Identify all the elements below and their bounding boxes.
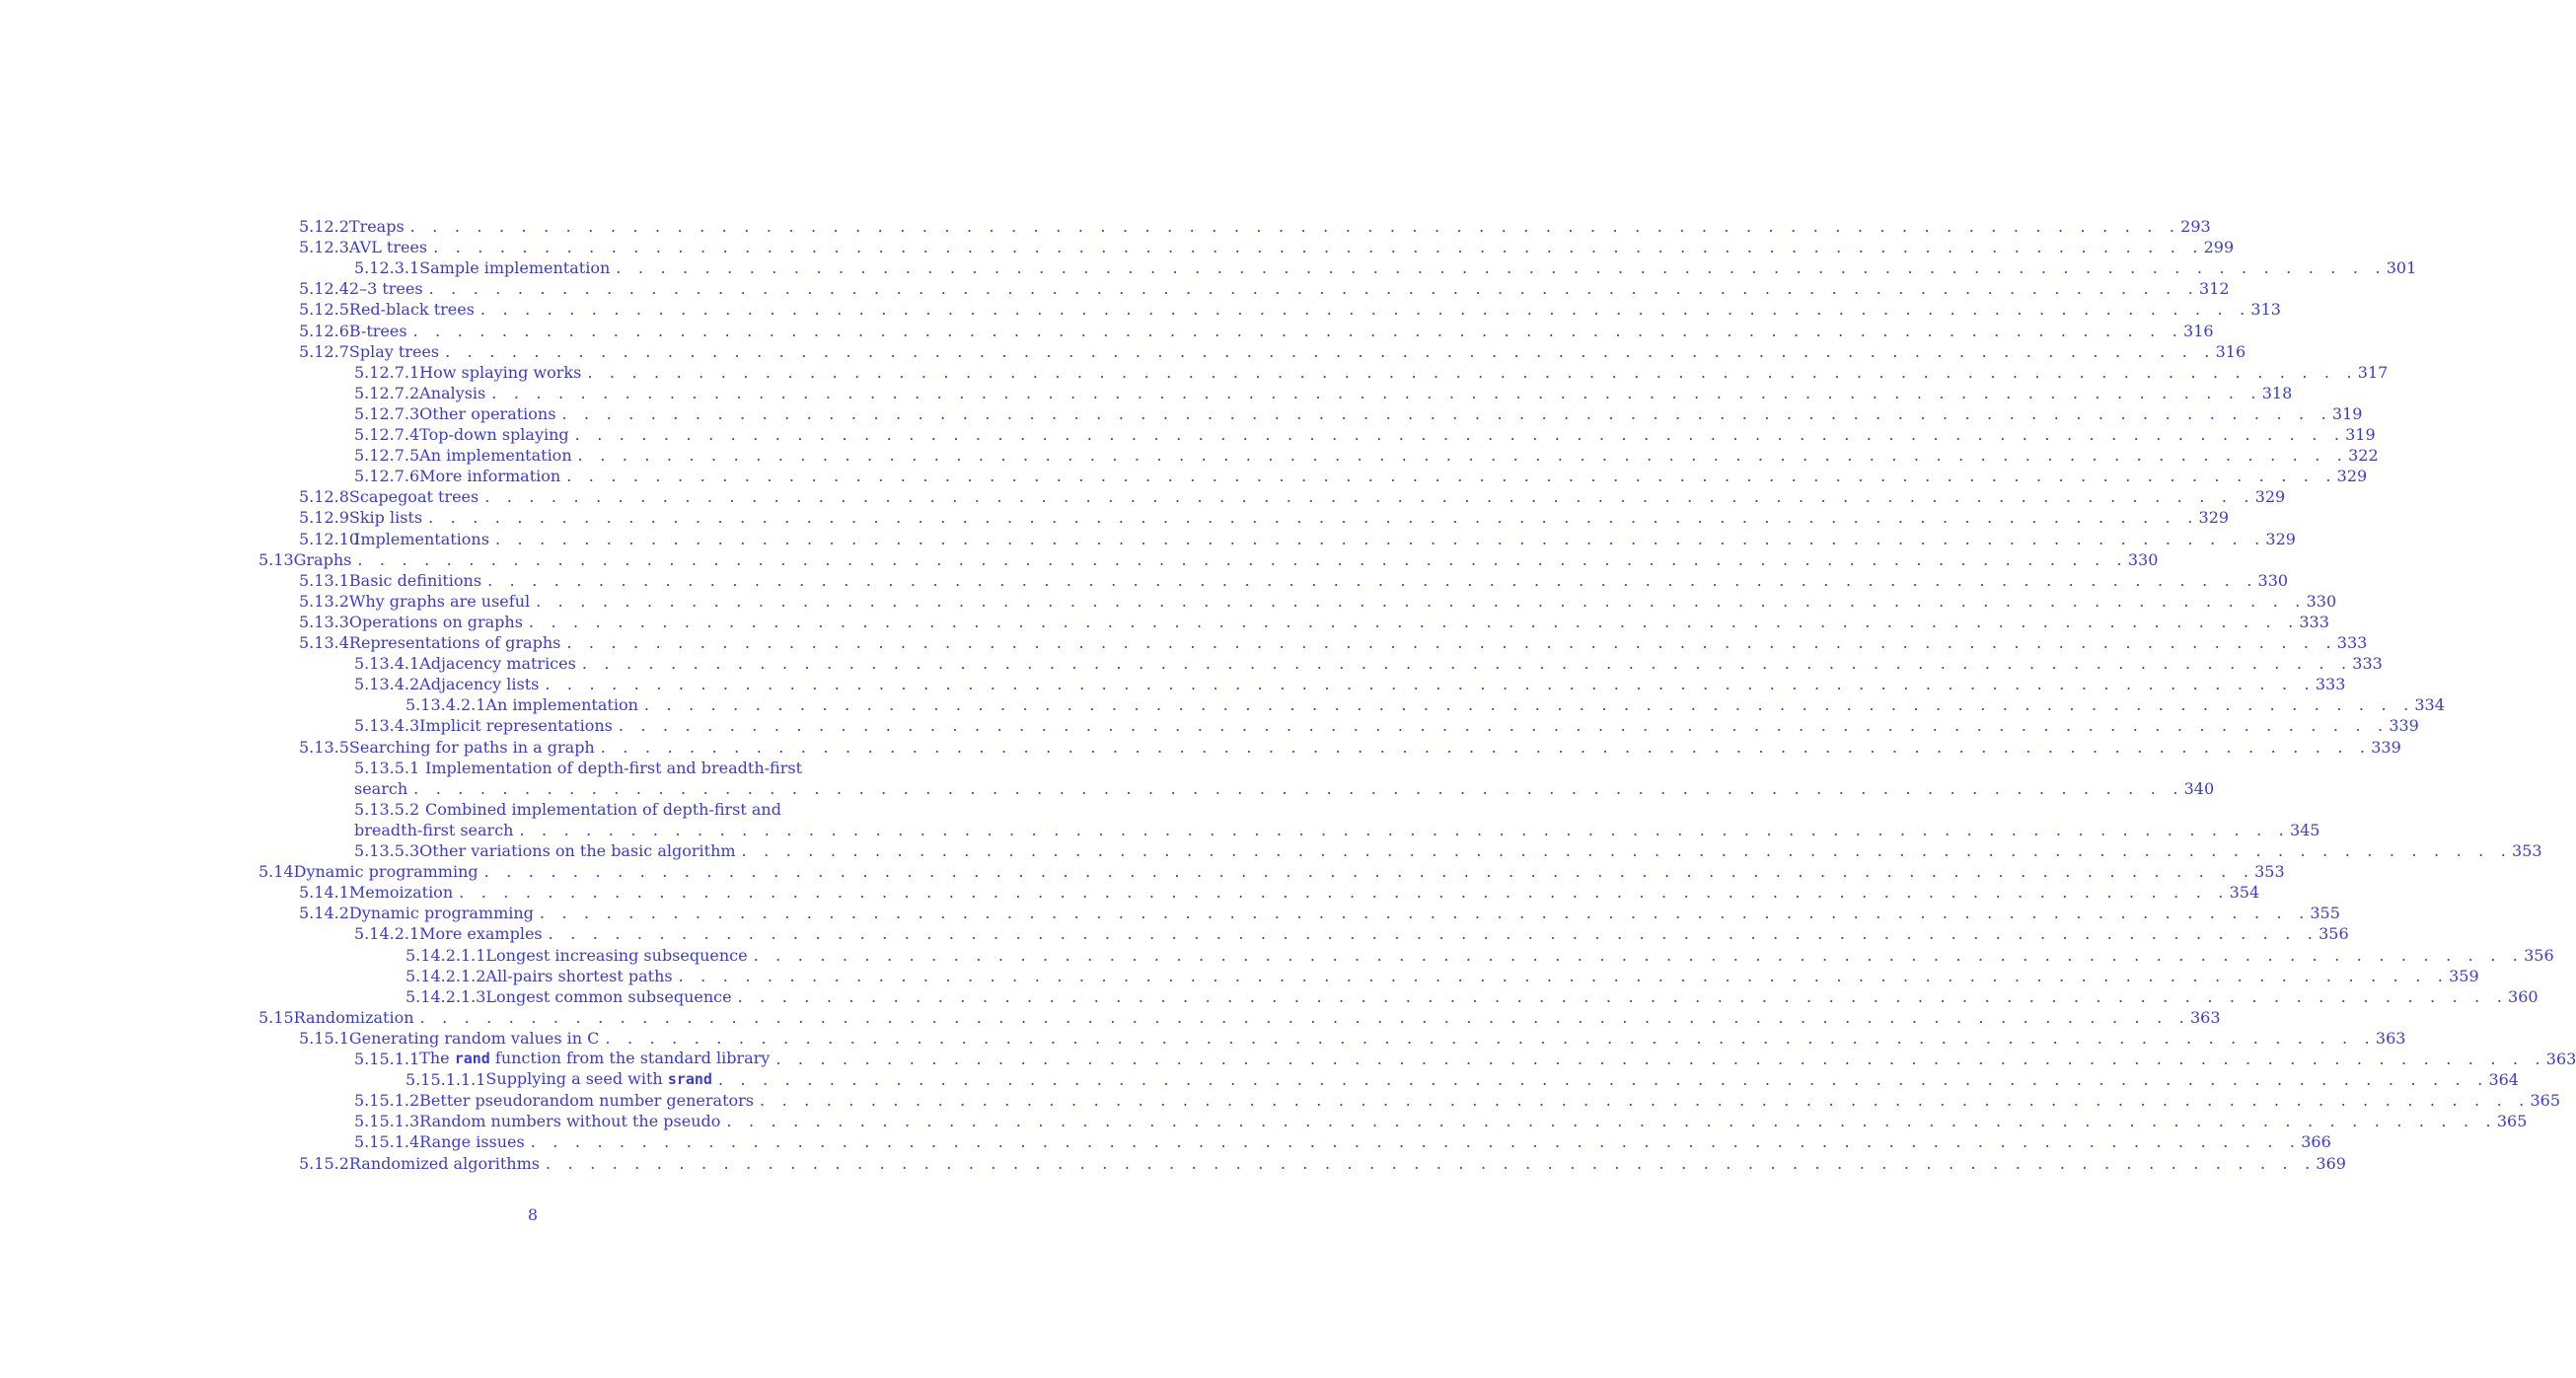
toc-page-number: 356 bbox=[2318, 924, 2349, 944]
dot-leader: . . . . . . . . . . . . . . . . . . . . . . . . . . . . . . . . . . . . . . . . . . . . . . . . . . . . . . . . . . . . . . . . . . . . . . . . . . . . . . . . bbox=[419, 1007, 2190, 1027]
dot-leader: . . . . . . . . . . . . . . . . . . . . . . . . . . . . . . . . . . . . . . . . . . . . . . . . . . . . . . . . . . . . . . . . . . . . . . . . . . . . . . . . bbox=[737, 986, 2509, 1006]
toc-entry[interactable] bbox=[354, 799, 832, 820]
toc-section-number: 5.14.2.1.3 bbox=[405, 986, 486, 1006]
dot-leader: . . . . . . . . . . . . . . . . . . . . . . . . . . . . . . . . . . . . . . . . . . . . . . . . . . . . . . . . . . . . . . . . . . . . . . . . . . . . . . . . bbox=[616, 258, 2387, 278]
toc-section-number: 5.13.4.2.1 bbox=[405, 695, 486, 715]
dot-leader: . . . . . . . . . . . . . . . . . . . . . . . . . . . . . . . . . . . . . . . . . . . . . . . . . . . . . . . . . . . . . . . . . . . . . . . . . . . . . . . . bbox=[741, 841, 2513, 860]
toc-entry[interactable] bbox=[354, 424, 2376, 445]
toc-page-number: 319 bbox=[2331, 403, 2363, 423]
toc-entry[interactable] bbox=[299, 632, 2368, 653]
toc-page-number: 364 bbox=[2488, 1070, 2519, 1090]
toc-page-number: 330 bbox=[2306, 591, 2337, 611]
toc-section-title: Graphs bbox=[293, 549, 352, 569]
dot-leader: . . . . . . . . . . . . . . . . . . . . . . . . . . . . . . . . . . . . . . . . . . . . . . . . . . . . . . . . . . . . . . . . . . . . . . . . . . . . . . . . bbox=[428, 279, 2200, 299]
toc-entry[interactable] bbox=[405, 1069, 2519, 1090]
toc-section-title: Generating random values in C bbox=[348, 1028, 600, 1048]
toc-section-title: Treaps bbox=[348, 217, 405, 236]
toc-page-number: 333 bbox=[2336, 633, 2368, 652]
toc-page-number: 318 bbox=[2261, 383, 2293, 402]
toc-entry[interactable] bbox=[354, 923, 2349, 944]
toc-entry[interactable] bbox=[354, 674, 2346, 694]
dot-leader: . . . . . . . . . . . . . . . . . . . . . . . . . . . . . . . . . . . . . . . . . . . . . . . . . . . . . . . . . . . . . . . . . . . . . . . . . . . . . . . . bbox=[643, 695, 2415, 715]
toc-page-number: 330 bbox=[2127, 549, 2159, 569]
toc-entry[interactable] bbox=[299, 341, 2246, 362]
toc-section-title: Memoization bbox=[348, 883, 454, 903]
dot-leader: . . . . . . . . . . . . . . . . . . . . . . . . . . . . . . . . . . . . . . . . . . . . . . . . . . . . . . . . . . . . . . . . . . . . . . . . . . . . . . . . bbox=[548, 924, 2319, 944]
toc-section-number: 5.15.1.2 bbox=[354, 1091, 420, 1111]
toc-section-title: Red-black trees bbox=[348, 300, 475, 320]
toc-entry[interactable] bbox=[299, 321, 2214, 341]
toc-section-number: 5.13.5.1 bbox=[354, 758, 420, 777]
toc-section-title: Searching for paths in a graph bbox=[348, 737, 595, 757]
toc-section-number: 5.15 bbox=[258, 1007, 294, 1027]
toc-page-number: 333 bbox=[2299, 612, 2329, 631]
toc-section-number: 5.14.2.1.1 bbox=[405, 945, 486, 965]
dot-leader: . . . . . . . . . . . . . . . . . . . . . . . . . . . . . . . . . . . . . . . . . . . . . . . . . . . . . . . . . . . . . . . . . . . . . . . . . . . . . . . . bbox=[519, 820, 2290, 839]
toc-section-title: Longest increasing subsequence bbox=[485, 945, 748, 965]
toc-page-number: 316 bbox=[2215, 341, 2246, 361]
dot-leader: . . . . . . . . . . . . . . . . . . . . . . . . . . . . . . . . . . . . . . . . . . . . . . . . . . . . . . . . . . . . . . . . . . . . . . . . . . . . . . . . bbox=[409, 217, 2181, 236]
toc-page-number: 329 bbox=[2265, 529, 2296, 548]
dot-leader: . . . . . . . . . . . . . . . . . . . . . . . . . . . . . . . . . . . . . . . . . . . . . . . . . . . . . . . . . . . . . . . . . . . . . . . . . . . . . . . . bbox=[566, 633, 2337, 652]
toc-entry[interactable] bbox=[299, 612, 2329, 632]
dot-leader: . . . . . . . . . . . . . . . . . . . . . . . . . . . . . . . . . . . . . . . . . . . . . . . . . . . . . . . . . . . . . . . . . . . . . . . . . . . . . . . . bbox=[561, 403, 2332, 423]
toc-section-number: 5.12.4 bbox=[299, 279, 349, 299]
toc-section-title: 2–3 trees bbox=[348, 279, 423, 299]
toc-page-number: 359 bbox=[2449, 966, 2479, 985]
toc-entry[interactable] bbox=[354, 758, 832, 778]
toc-page-number: 333 bbox=[2352, 654, 2383, 674]
dot-leader: . . . . . . . . . . . . . . . . . . . . . . . . . . . . . . . . . . . . . . . . . . . . . . . . . . . . . . . . . . . . . . . . . . . . . . . . . . . . . . . . bbox=[491, 383, 2262, 402]
toc-page-number: 339 bbox=[2389, 716, 2419, 736]
toc-section-title: Random numbers without the pseudo bbox=[419, 1112, 721, 1131]
toc-section-title: Randomization bbox=[293, 1007, 414, 1027]
dot-leader: . . . . . . . . . . . . . . . . . . . . . . . . . . . . . . . . . . . . . . . . . . . . . . . . . . . . . . . . . . . . . . . . . . . . . . . . . . . . . . . . bbox=[775, 1050, 2546, 1068]
toc-section-number: 5.14.1 bbox=[299, 883, 349, 903]
toc-section-title: Scapegoat trees bbox=[348, 487, 479, 507]
toc-entry[interactable] bbox=[299, 570, 2289, 591]
toc-section-title bbox=[485, 1068, 712, 1090]
toc-section-number: 5.12.2 bbox=[299, 217, 349, 236]
toc-page-number: 355 bbox=[2310, 904, 2340, 923]
dot-leader: . . . . . . . . . . . . . . . . . . . . . . . . . . . . . . . . . . . . . . . . . . . . . . . . . . . . . . . . . . . . . . . . . . . . . . . . . . . . . . . . bbox=[479, 300, 2251, 320]
toc-page-number: 316 bbox=[2183, 321, 2214, 340]
toc-entry[interactable] bbox=[354, 1090, 2561, 1111]
toc-entry[interactable] bbox=[405, 694, 2445, 715]
toc-section-number: 5.13.4.2 bbox=[354, 675, 420, 694]
toc-section-number: 5.12.7.3 bbox=[354, 403, 420, 423]
toc-section-number: 5.13.4.1 bbox=[354, 654, 420, 674]
toc-section-number: 5.15.1 bbox=[299, 1028, 349, 1048]
dot-leader: . . . . . . . . . . . . . . . . . . . . . . . . . . . . . . . . . . . . . . . . . . . . . . . . . . . . . . . . . . . . . . . . . . . . . . . . . . . . . . . . bbox=[600, 737, 2372, 757]
dot-leader: . . . . . . . . . . . . . . . . . . . . . . . . . . . . . . . . . . . . . . . . . . . . . . . . . . . . . . . . . . . . . . . . . . . . . . . . . . . . . . . . bbox=[494, 529, 2266, 548]
toc-entry[interactable] bbox=[258, 861, 2285, 882]
toc-section-title: Operations on graphs bbox=[348, 612, 523, 631]
toc-section-title: Randomized algorithms bbox=[348, 1153, 540, 1173]
toc-page-number: 366 bbox=[2301, 1132, 2331, 1152]
toc-page-number: 353 bbox=[2254, 862, 2285, 882]
toc-page-number: 329 bbox=[2198, 508, 2230, 528]
toc-section-title: AVL trees bbox=[348, 238, 428, 257]
toc-page-number: 313 bbox=[2250, 300, 2281, 320]
dot-leader: . . . . . . . . . . . . . . . . . . . . . . . . . . . . . . . . . . . . . . . . . . . . . . . . . . . . . . . . . . . . . . . . . . . . . . . . . . . . . . . . bbox=[487, 570, 2258, 590]
dot-leader: . . . . . . . . . . . . . . . . . . . . . . . . . . . . . . . . . . . . . . . . . . . . . . . . . . . . . . . . . . . . . . . . . . . . . . . . . . . . . . . . bbox=[483, 862, 2255, 882]
toc-entry-continuation[interactable] bbox=[354, 778, 2215, 799]
toc-entry[interactable] bbox=[354, 840, 2542, 861]
dot-leader: . . . . . . . . . . . . . . . . . . . . . . . . . . . . . . . . . . . . . . . . . . . . . . . . . . . . . . . . . . . . . . . . . . . . . . . . . . . . . . . . bbox=[545, 1153, 2317, 1173]
toc-section-title: Other variations on the basic algorithm bbox=[419, 841, 736, 860]
toc-section-title: Longest common subsequence bbox=[485, 986, 732, 1006]
toc-entry[interactable] bbox=[299, 216, 2211, 237]
toc-entry[interactable] bbox=[299, 1028, 2406, 1049]
toc-section-title: B-trees bbox=[348, 321, 407, 340]
dot-leader: . . . . . . . . . . . . . . . . . . . . . . . . . . . . . . . . . . . . . . . . . . . . . . . . . . . . . . . . . . . . . . . . . . . . . . . . . . . . . . . . bbox=[753, 945, 2525, 965]
dot-leader: . . . . . . . . . . . . . . . . . . . . . . . . . . . . . . . . . . . . . . . . . . . . . . . . . . . . . . . . . . . . . . . . . . . . . . . . . . . . . . . . bbox=[459, 883, 2230, 903]
toc-entry-continuation[interactable] bbox=[354, 820, 2320, 840]
toc-section-title: Adjacency lists bbox=[419, 675, 540, 694]
toc-section-title: Top-down splaying bbox=[419, 425, 569, 444]
toc-entry[interactable] bbox=[405, 945, 2554, 966]
toc-section-title: Analysis bbox=[419, 383, 486, 402]
dot-leader: . . . . . . . . . . . . . . . . . . . . . . . . . . . . . . . . . . . . . . . . . . . . . . . . . . . . . . . . . . . . . . . . . . . . . . . . . . . . . . . . bbox=[760, 1091, 2531, 1111]
dot-leader: . . . . . . . . . . . . . . . . . . . . . . . . . . . . . . . . . . . . . . . . . . . . . . . . . . . . . . . . . . . . . . . . . . . . . . . . . . . . . . . . bbox=[428, 508, 2199, 528]
toc-page-number: 345 bbox=[2289, 820, 2320, 839]
toc-section-number: 5.13.5 bbox=[299, 737, 349, 757]
toc-entry[interactable] bbox=[299, 278, 2230, 299]
toc-page-number: 353 bbox=[2512, 841, 2542, 860]
toc-page-number: 354 bbox=[2229, 883, 2260, 903]
toc-entry[interactable] bbox=[354, 257, 2417, 278]
toc-section-number: 5.12.7.6 bbox=[354, 467, 420, 486]
dot-leader: . . . . . . . . . . . . . . . . . . . . . . . . . . . . . . . . . . . . . . . . . . . . . . . . . . . . . . . . . . . . . . . . . . . . . . . . . . . . . . . . bbox=[484, 487, 2255, 507]
toc-section-number: 5.13.1 bbox=[299, 570, 349, 590]
dot-leader: . . . . . . . . . . . . . . . . . . . . . . . . . . . . . . . . . . . . . . . . . . . . . . . . . . . . . . . . . . . . . . . . . . . . . . . . . . . . . . . . bbox=[445, 341, 2216, 361]
toc-entry[interactable] bbox=[299, 237, 2235, 257]
toc-page-number: 322 bbox=[2348, 446, 2379, 466]
toc-section-title: More information bbox=[419, 467, 561, 486]
toc-section-title: Sample implementation bbox=[419, 258, 611, 278]
toc-section-number: 5.13.4.3 bbox=[354, 716, 420, 736]
toc-section-number: 5.12.10 bbox=[299, 529, 360, 548]
toc-section-number: 5.12.7.4 bbox=[354, 425, 420, 444]
toc-page-number: 319 bbox=[2345, 425, 2376, 444]
toc-page-number: 339 bbox=[2371, 737, 2401, 757]
dot-leader: . . . . . . . . . . . . . . . . . . . . . . . . . . . . . . . . . . . . . . . . . . . . . . . . . . . . . . . . . . . . . . . . . . . . . . . . . . . . . . . . bbox=[539, 904, 2311, 923]
toc-entry[interactable] bbox=[258, 1007, 2221, 1028]
toc-section-title: Skip lists bbox=[348, 508, 423, 528]
toc-section-title: Better pseudorandom number generators bbox=[419, 1091, 754, 1111]
toc-entry[interactable] bbox=[354, 653, 2383, 674]
toc-title-text: Supplying a seed with bbox=[485, 1069, 668, 1089]
toc-entry[interactable] bbox=[354, 1111, 2528, 1131]
dot-leader: . . . . . . . . . . . . . . . . . . . . . . . . . . . . . . . . . . . . . . . . . . . . . . . . . . . . . . . . . . . . . . . . . . . . . . . . . . . . . . . . bbox=[678, 966, 2450, 985]
toc-section-number: 5.15.1.4 bbox=[354, 1132, 420, 1152]
toc-entry[interactable] bbox=[354, 445, 2379, 466]
toc-section-title: Dynamic programming bbox=[293, 862, 478, 882]
toc-page-number: 317 bbox=[2357, 362, 2389, 382]
dot-leader: . . . . . . . . . . . . . . . . . . . . . . . . . . . . . . . . . . . . . . . . . . . . . . . . . . . . . . . . . . . . . . . . . . . . . . . . . . . . . . . . bbox=[717, 1070, 2489, 1090]
toc-entry[interactable] bbox=[299, 486, 2286, 507]
dot-leader: . . . . . . . . . . . . . . . . . . . . . . . . . . . . . . . . . . . . . . . . . . . . . . . . . . . . . . . . . . . . . . . . . . . . . . . . . . . . . . . . bbox=[536, 591, 2307, 611]
toc-section-title: Combined implementation of depth-first and bbox=[425, 799, 781, 819]
toc-entry[interactable] bbox=[354, 715, 2419, 736]
toc-page-number: 365 bbox=[2530, 1091, 2561, 1111]
toc-section-number: 5.13.4 bbox=[299, 633, 349, 652]
toc-entry[interactable] bbox=[354, 362, 2389, 383]
toc-section-number: 5.12.7 bbox=[299, 341, 349, 361]
toc-entry[interactable] bbox=[299, 299, 2281, 320]
toc-section-title: How splaying works bbox=[419, 362, 582, 382]
toc-section-number: 5.14.2.1 bbox=[354, 924, 420, 944]
toc-section-title: Basic definitions bbox=[348, 570, 482, 590]
toc-section-title: An implementation bbox=[485, 695, 638, 715]
dot-leader: . . . . . . . . . . . . . . . . . . . . . . . . . . . . . . . . . . . . . . . . . . . . . . . . . . . . . . . . . . . . . . . . . . . . . . . . . . . . . . . . bbox=[726, 1112, 2497, 1131]
toc-entry[interactable] bbox=[354, 1049, 2576, 1069]
toc-page-number: 363 bbox=[2545, 1050, 2576, 1068]
toc-section-title: More examples bbox=[419, 924, 543, 944]
toc-title-text: function from the standard library bbox=[489, 1049, 771, 1067]
dot-leader: . . . . . . . . . . . . . . . . . . . . . . . . . . . . . . . . . . . . . . . . . . . . . . . . . . . . . . . . . . . . . . . . . . . . . . . . . . . . . . . . bbox=[413, 778, 2184, 798]
dot-leader: . . . . . . . . . . . . . . . . . . . . . . . . . . . . . . . . . . . . . . . . . . . . . . . . . . . . . . . . . . . . . . . . . . . . . . . . . . . . . . . . bbox=[581, 654, 2353, 674]
dot-leader: . . . . . . . . . . . . . . . . . . . . . . . . . . . . . . . . . . . . . . . . . . . . . . . . . . . . . . . . . . . . . . . . . . . . . . . . . . . . . . . . bbox=[433, 238, 2204, 257]
toc-entry[interactable] bbox=[299, 529, 2296, 549]
dot-leader: . . . . . . . . . . . . . . . . . . . . . . . . . . . . . . . . . . . . . . . . . . . . . . . . . . . . . . . . . . . . . . . . . . . . . . . . . . . . . . . . bbox=[566, 467, 2337, 486]
toc-section-number: 5.13.2 bbox=[299, 591, 349, 611]
toc-section-number: 5.12.6 bbox=[299, 321, 349, 340]
dot-leader: . . . . . . . . . . . . . . . . . . . . . . . . . . . . . . . . . . . . . . . . . . . . . . . . . . . . . . . . . . . . . . . . . . . . . . . . . . . . . . . . bbox=[618, 716, 2390, 736]
toc-section-number: 5.13.5.2 bbox=[354, 799, 420, 819]
toc-section-title bbox=[419, 1048, 770, 1069]
toc-entry[interactable] bbox=[405, 966, 2479, 986]
dot-leader: . . . . . . . . . . . . . . . . . . . . . . . . . . . . . . . . . . . . . . . . . . . . . . . . . . . . . . . . . . . . . . . . . . . . . . . . . . . . . . . . bbox=[528, 612, 2300, 631]
toc-section-title: Adjacency matrices bbox=[419, 654, 576, 674]
toc-page-number: 363 bbox=[2189, 1007, 2221, 1027]
toc-section-number: 5.12.3.1 bbox=[354, 258, 420, 278]
toc-entry[interactable] bbox=[354, 466, 2368, 486]
toc-section-number: 5.13 bbox=[258, 549, 294, 569]
toc-entry[interactable] bbox=[405, 986, 2539, 1007]
toc-section-number: 5.14.2.1.2 bbox=[405, 966, 486, 985]
toc-section-number: 5.12.8 bbox=[299, 487, 349, 507]
toc-section-title: Splay trees bbox=[348, 341, 440, 361]
dot-leader: . . . . . . . . . . . . . . . . . . . . . . . . . . . . . . . . . . . . . . . . . . . . . . . . . . . . . . . . . . . . . . . . . . . . . . . . . . . . . . . . bbox=[605, 1028, 2376, 1048]
page-number: 8 bbox=[527, 1205, 539, 1224]
toc-section-number: 5.15.1.1.1 bbox=[405, 1070, 486, 1090]
toc-section-title: Other operations bbox=[419, 403, 556, 423]
toc-entry[interactable] bbox=[299, 1153, 2346, 1174]
toc-page-number: 293 bbox=[2180, 217, 2211, 236]
toc-section-number: 5.14.2 bbox=[299, 904, 349, 923]
toc-entry[interactable] bbox=[299, 882, 2260, 903]
toc-section-number: 5.15.2 bbox=[299, 1153, 349, 1173]
toc-page-number: 340 bbox=[2183, 778, 2215, 798]
toc-page-number: 360 bbox=[2508, 986, 2539, 1006]
toc-title-code: rand bbox=[454, 1050, 490, 1067]
toc-section-title: Why graphs are useful bbox=[348, 591, 531, 611]
toc-entry[interactable] bbox=[299, 737, 2401, 758]
toc-section-title: An implementation bbox=[419, 446, 572, 466]
toc-entry[interactable] bbox=[354, 403, 2363, 424]
dot-leader: . . . . . . . . . . . . . . . . . . . . . . . . . . . . . . . . . . . . . . . . . . . . . . . . . . . . . . . . . . . . . . . . . . . . . . . . . . . . . . . . bbox=[545, 675, 2316, 694]
toc-page-number: 363 bbox=[2375, 1028, 2406, 1048]
dot-leader: . . . . . . . . . . . . . . . . . . . . . . . . . . . . . . . . . . . . . . . . . . . . . . . . . . . . . . . . . . . . . . . . . . . . . . . . . . . . . . . . bbox=[577, 446, 2349, 466]
toc-page-number: 329 bbox=[2254, 487, 2286, 507]
toc-page-number: 334 bbox=[2414, 695, 2445, 715]
toc-page-number: 356 bbox=[2524, 945, 2554, 965]
toc-section-number: 5.15.1.3 bbox=[354, 1112, 420, 1131]
toc-section-number: 5.13.5.3 bbox=[354, 841, 420, 860]
toc-section-number: 5.12.9 bbox=[299, 508, 349, 528]
toc-section-number: 5.14 bbox=[258, 862, 294, 882]
dot-leader: . . . . . . . . . . . . . . . . . . . . . . . . . . . . . . . . . . . . . . . . . . . . . . . . . . . . . . . . . . . . . . . . . . . . . . . . . . . . . . . . bbox=[574, 425, 2346, 444]
toc-entry[interactable] bbox=[354, 383, 2293, 403]
toc-section-number: 5.12.7.5 bbox=[354, 446, 420, 466]
toc-section-title: Implementation of depth-first and breadth-first bbox=[425, 758, 802, 777]
toc-section-number: 5.15.1.1 bbox=[354, 1050, 420, 1068]
toc-section-number: 5.12.7.2 bbox=[354, 383, 420, 402]
toc-section-title-continued: breadth-first search bbox=[354, 820, 514, 839]
toc-section-number: 5.12.5 bbox=[299, 300, 349, 320]
toc-page-number: 369 bbox=[2316, 1153, 2346, 1173]
toc-title-code: srand bbox=[667, 1070, 712, 1089]
toc-section-title-continued: search bbox=[354, 778, 408, 798]
toc-section-number: 5.13.3 bbox=[299, 612, 349, 631]
dot-leader: . . . . . . . . . . . . . . . . . . . . . . . . . . . . . . . . . . . . . . . . . . . . . . . . . . . . . . . . . . . . . . . . . . . . . . . . . . . . . . . . bbox=[587, 362, 2358, 382]
toc-section-title: All-pairs shortest paths bbox=[485, 966, 673, 985]
toc-entry[interactable] bbox=[299, 903, 2340, 923]
toc-section-title: Range issues bbox=[419, 1132, 525, 1152]
dot-leader: . . . . . . . . . . . . . . . . . . . . . . . . . . . . . . . . . . . . . . . . . . . . . . . . . . . . . . . . . . . . . . . . . . . . . . . . . . . . . . . . bbox=[530, 1132, 2302, 1152]
toc-page-number: 301 bbox=[2386, 258, 2417, 278]
toc-page-number: 333 bbox=[2315, 675, 2346, 694]
toc-section-number: 5.12.7.1 bbox=[354, 362, 420, 382]
toc-entry[interactable] bbox=[299, 507, 2230, 528]
toc-section-title: Representations of graphs bbox=[348, 633, 561, 652]
toc-title-text: The bbox=[419, 1049, 455, 1067]
toc-section-title: Implicit representations bbox=[419, 716, 613, 736]
dot-leader: . . . . . . . . . . . . . . . . . . . . . . . . . . . . . . . . . . . . . . . . . . . . . . . . . . . . . . . . . . . . . . . . . . . . . . . . . . . . . . . . bbox=[357, 549, 2128, 569]
toc-section-title: Dynamic programming bbox=[348, 904, 534, 923]
toc-page-number: 365 bbox=[2496, 1112, 2528, 1131]
toc-section-number: 5.12.3 bbox=[299, 238, 349, 257]
dot-leader: . . . . . . . . . . . . . . . . . . . . . . . . . . . . . . . . . . . . . . . . . . . . . . . . . . . . . . . . . . . . . . . . . . . . . . . . . . . . . . . . bbox=[412, 321, 2184, 340]
toc-page-number: 329 bbox=[2336, 467, 2368, 486]
toc-section-title: Implementations bbox=[354, 529, 489, 548]
toc-page-number: 330 bbox=[2257, 570, 2289, 590]
toc-page-number: 312 bbox=[2199, 279, 2230, 299]
toc-entry[interactable] bbox=[258, 549, 2159, 570]
toc-page-number: 299 bbox=[2203, 238, 2235, 257]
toc-entry[interactable] bbox=[354, 1131, 2331, 1152]
toc-entry[interactable] bbox=[299, 591, 2337, 612]
